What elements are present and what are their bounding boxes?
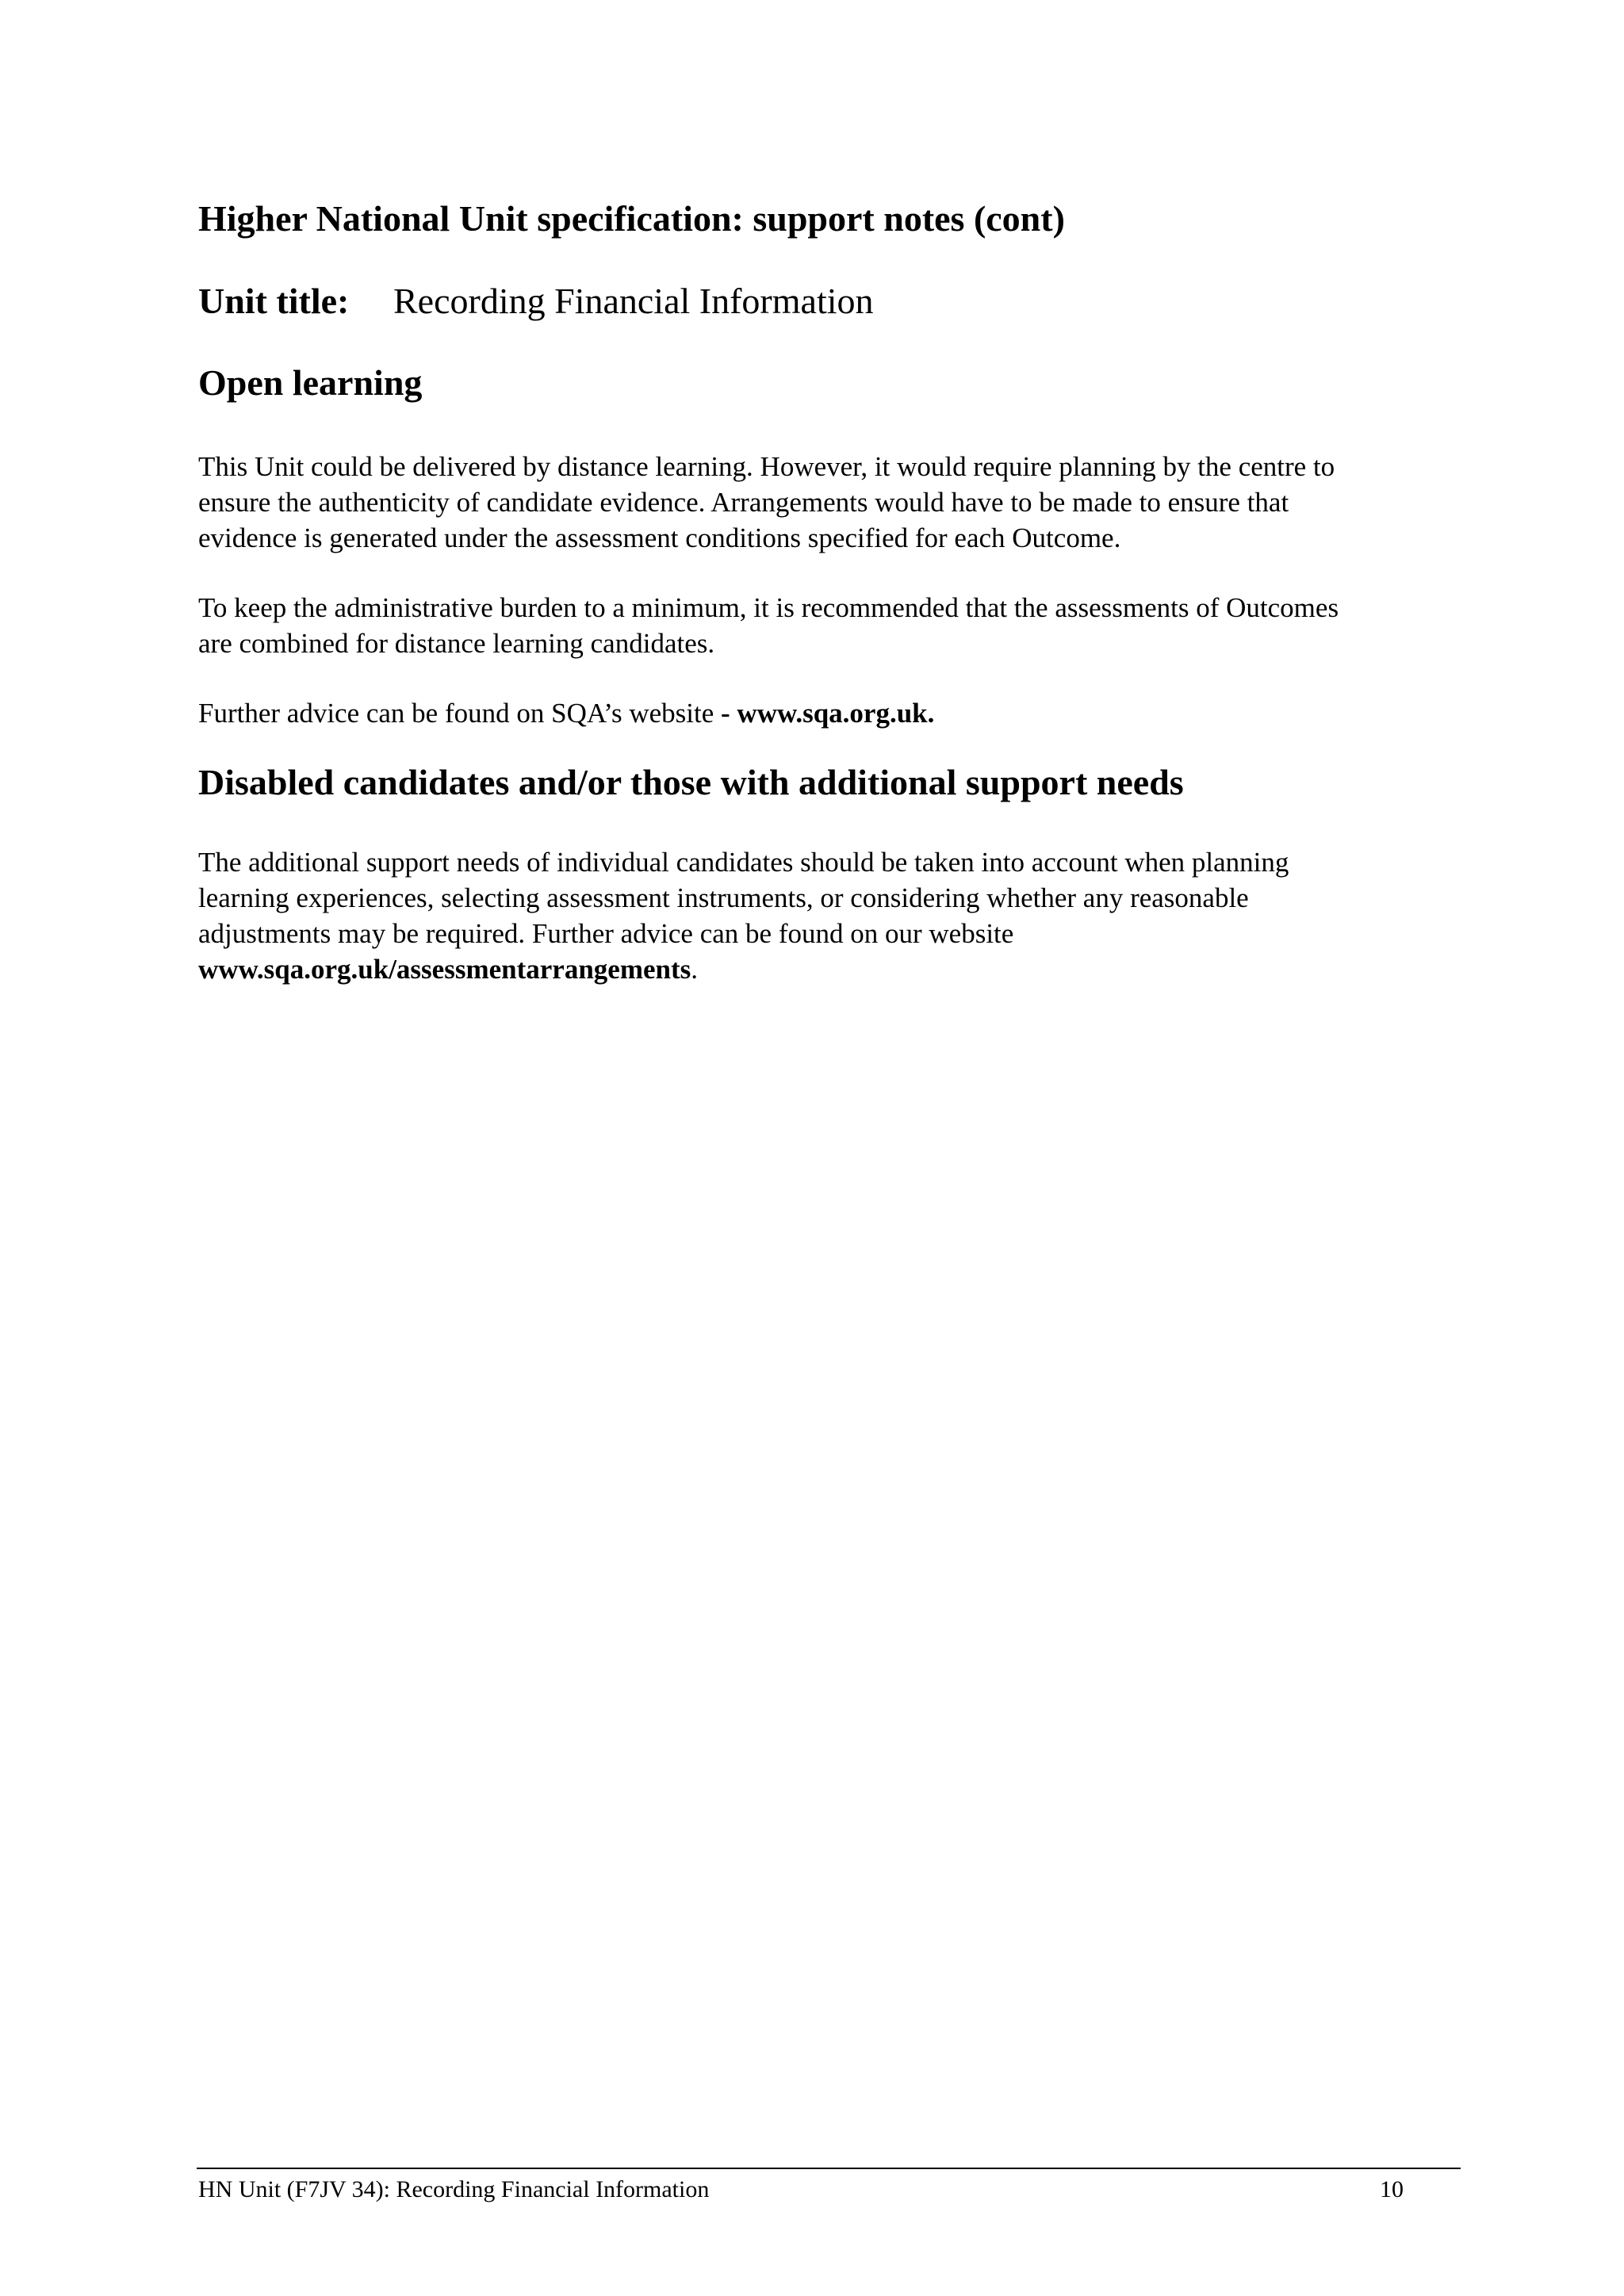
open-learning-heading: Open learning [198,362,423,403]
disabled-candidates-heading: Disabled candidates and/or those with additional support needs [198,762,1184,802]
text-line: evidence is generated under the assessment conditions specified for each Outcome. [198,522,1121,553]
further-advice-text: Further advice can be found on SQA’s website [198,698,722,729]
sqa-website-link[interactable]: - www.sqa.org.uk. [721,698,935,729]
text-line [198,951,1467,987]
unit-title-row [198,279,874,323]
footer-rule [197,2168,1461,2169]
text-line: This Unit could be delivered by distance learning. However, it would require planning by the centre to [198,451,1335,482]
open-learning-paragraph-2 [198,590,1467,661]
assessment-arrangements-link[interactable]: www.sqa.org.uk/assessmentarrangements [198,954,691,985]
disabled-candidates-paragraph [198,844,1467,987]
text-line: adjustments may be required. Further advice can be found on our website [198,918,1014,949]
page-heading: Higher National Unit specification: support notes (cont) [198,198,1065,239]
text-line [198,695,1467,731]
text-line: The additional support needs of individual candidates should be taken into account when planning [198,847,1289,878]
text-line: learning experiences, selecting assessment instruments, or considering whether any reasonable [198,882,1249,913]
unit-title-value: Recording Financial Information [393,281,874,321]
text-line: ensure the authenticity of candidate evidence. Arrangements would have to be made to ensure that [198,487,1289,518]
open-learning-paragraph-1 [198,449,1467,556]
footer-page-number: 10 [1380,2176,1404,2202]
link-suffix: . [691,954,698,985]
text-line: To keep the administrative burden to a minimum, it is recommended that the assessments of Outcomes [198,592,1339,623]
unit-title-label: Unit title: [198,281,350,321]
footer-unit-info: HN Unit (F7JV 34): Recording Financial Information [198,2176,710,2202]
open-learning-paragraph-3 [198,695,1467,731]
text-line: are combined for distance learning candidates. [198,628,715,659]
